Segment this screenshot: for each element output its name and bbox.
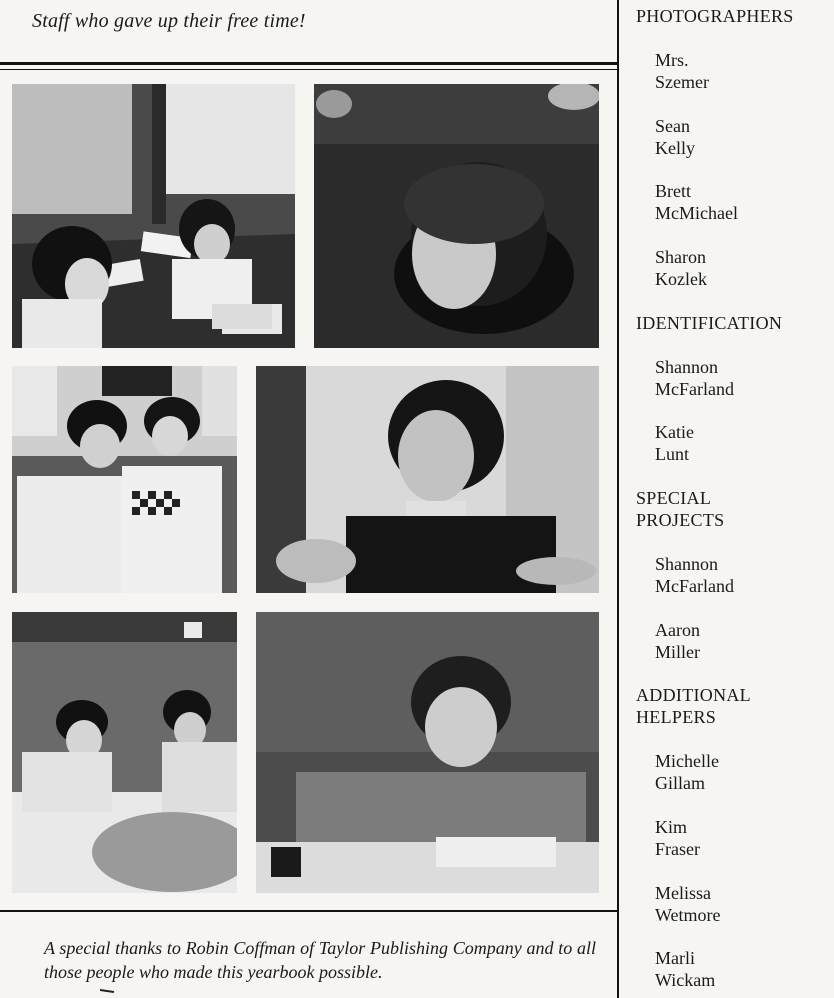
- section-title-photographers: PHOTOGRAPHERS: [636, 6, 794, 26]
- name-line: Marli: [655, 948, 695, 968]
- name-line: Kim: [655, 817, 688, 837]
- name-line: Miller: [655, 642, 700, 662]
- name-line: Michelle: [655, 751, 719, 771]
- name-line: Sean: [655, 116, 690, 136]
- name-line: Szemer: [655, 72, 709, 92]
- name-line: Kelly: [655, 138, 695, 158]
- section-title-additional: ADDITIONAL: [636, 685, 751, 705]
- name-line: Gillam: [655, 773, 705, 793]
- photo-woman-profile: [314, 84, 599, 348]
- name-line: McMichael: [655, 203, 738, 223]
- section-title-projects: PROJECTS: [636, 510, 725, 530]
- footer-thanks: A special thanks to Robin Coffman of Taylor Publishing Company and to all those people who made this yearbook possible.: [44, 938, 596, 982]
- name-line: Mrs.: [655, 50, 689, 70]
- name-line: Wetmore: [655, 905, 721, 925]
- staff-credits: [636, 0, 834, 998]
- header-rule-bottom: [0, 69, 617, 70]
- name-line: Fraser: [655, 839, 700, 859]
- name-line: Brett: [655, 181, 691, 201]
- column-divider: [617, 0, 619, 998]
- name-line: McFarland: [655, 379, 734, 399]
- photo-students-on-floor: [12, 84, 295, 348]
- photo-two-girls-checkered: [12, 366, 237, 593]
- footer-mark: [100, 989, 114, 993]
- photo-boy-glasses-sweater: [256, 612, 599, 893]
- name-line: Wickam: [655, 970, 716, 990]
- name-line: Sharon: [655, 247, 706, 267]
- name-line: Kozlek: [655, 269, 707, 289]
- header-caption: Staff who gave up their free time!: [32, 10, 306, 32]
- photo-girls-at-table: [12, 612, 237, 893]
- name-line: Melissa: [655, 883, 711, 903]
- section-title-special: SPECIAL: [636, 488, 712, 508]
- section-title-helpers: HELPERS: [636, 707, 717, 727]
- name-line: Katie: [655, 422, 694, 442]
- name-line: Shannon: [655, 554, 718, 574]
- footer-rule: [0, 910, 617, 912]
- section-title-identification: IDENTIFICATION: [636, 313, 783, 333]
- name-line: Aaron: [655, 620, 700, 640]
- name-line: Lunt: [655, 444, 689, 464]
- name-line: McFarland: [655, 576, 734, 596]
- photo-woman-glasses-sweatshirt: [256, 366, 599, 593]
- name-line: Shannon: [655, 357, 718, 377]
- header-rule-top: [0, 62, 617, 65]
